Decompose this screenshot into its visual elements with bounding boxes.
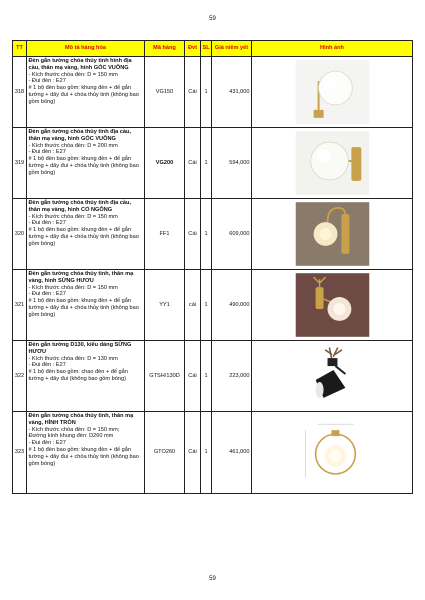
product-name: Đèn gắn tường chóa thủy tinh địa cầu, thân mạ vàng, hình CỔ NGỖNG <box>28 200 132 213</box>
header-qty: SL <box>201 41 212 57</box>
globe-wall-lamp-icon <box>254 131 410 195</box>
product-code: FF1 <box>145 199 185 270</box>
row-description <box>27 199 145 270</box>
spec-line: - Kích thước chóa đèn: D = 150 mm; <box>28 426 120 433</box>
spec-line: - Kích thước chóa đèn: D = 150 mm <box>28 71 118 78</box>
unit: cái <box>185 270 201 341</box>
row-number: 322 <box>13 341 27 412</box>
product-image <box>252 57 413 128</box>
quantity: 1 <box>201 270 212 341</box>
quantity: 1 <box>201 57 212 128</box>
price: 223,000 <box>212 341 252 412</box>
product-image <box>252 412 413 494</box>
price: 594,000 <box>212 128 252 199</box>
product-image <box>252 341 413 412</box>
row-number: 321 <box>13 270 27 341</box>
product-image <box>252 128 413 199</box>
table-header-row <box>13 41 413 57</box>
header-description: Mô tả hàng hóa <box>27 41 145 57</box>
row-description <box>27 412 145 494</box>
product-code: VG150 <box>145 57 185 128</box>
product-name: Đèn gắn tường chóa thủy tinh, thân mạ vàng, hình SỪNG HƯƠU <box>28 271 134 284</box>
gooseneck-wall-lamp-icon <box>254 202 410 266</box>
antler-shade-wall-lamp-icon <box>254 344 410 408</box>
header-code: Mã hàng <box>145 41 185 57</box>
table-row <box>13 57 413 128</box>
table-row <box>13 270 413 341</box>
row-description <box>27 270 145 341</box>
page-number-bottom: 59 <box>209 576 216 582</box>
spec-line: # 1 bộ đèn bao gồm: khung đèn + đế gắn tường + dây đui + chóa thủy tinh (không bao gồm bóng) <box>28 227 139 247</box>
table-row <box>13 412 413 494</box>
header-tt: TT <box>13 41 27 57</box>
row-number: 323 <box>13 412 27 494</box>
row-description <box>27 128 145 199</box>
page-number-top: 59 <box>209 16 216 22</box>
quantity: 1 <box>201 412 212 494</box>
spec-line: # 1 bộ đèn bao gồm: khung đèn + đế gắn tường + dây đui + chóa thủy tinh (không bao gồm bóng) <box>28 156 139 176</box>
spec-line: - Đui đèn : E27 <box>28 362 66 369</box>
row-description <box>27 57 145 128</box>
spec-line: # 1 bộ đèn bao gồm: khung đèn + đế gắn tường + dây đui + chóa thủy tinh (không bao gồm bóng) <box>28 446 139 467</box>
table-row <box>13 341 413 412</box>
row-number: 318 <box>13 57 27 128</box>
quantity: 1 <box>201 199 212 270</box>
header-unit: Đvt <box>185 41 201 57</box>
spec-line: - Kích thước chóa đèn: D = 150 mm <box>28 213 118 220</box>
spec-line: # 1 bộ đèn bao gồm: khung đèn + đế gắn tường + dây đui + chóa thủy tinh (không bao gồm bóng) <box>28 85 139 105</box>
product-name: Đèn gắn tường chóa thủy tinh hình địa cầu, thân mạ vàng, hình GÓC VUÔNG <box>28 58 132 71</box>
unit: Cái <box>185 199 201 270</box>
globe-wall-lamp-icon <box>254 60 410 124</box>
unit: Cái <box>185 57 201 128</box>
product-code: GTSH/130D <box>145 341 185 412</box>
spec-line: - Đui đèn : E27 <box>28 78 66 85</box>
product-code: VG200 <box>145 128 185 199</box>
spec-line: - Đui đèn : E27 <box>28 440 66 447</box>
price: 431,000 <box>212 57 252 128</box>
product-name: Đèn gắn tường chóa thủy tinh địa cầu, thân mạ vàng, hình GÓC VUÔNG <box>28 129 132 142</box>
antler-wall-lamp-icon <box>254 273 410 337</box>
price: 490,000 <box>212 270 252 341</box>
product-code: YY1 <box>145 270 185 341</box>
spec-line: - Kích thước chóa đèn: D = 150 mm <box>28 284 118 291</box>
table-row <box>13 199 413 270</box>
product-image <box>252 270 413 341</box>
spec-line: # 1 bộ đèn bao gồm: chao đèn + đế gắn tường + dây đui (không bao gồm bóng) <box>28 369 128 382</box>
price: 609,000 <box>212 199 252 270</box>
header-image: Hình ảnh <box>252 41 413 57</box>
quantity: 1 <box>201 341 212 412</box>
unit: Cái <box>185 128 201 199</box>
price: 461,000 <box>212 412 252 494</box>
quantity: 1 <box>201 128 212 199</box>
product-name: Đèn gắn tường D130, kiểu dáng SỪNG HƯƠU <box>28 342 132 355</box>
ring-wall-lamp-diagram-icon <box>254 416 410 490</box>
product-code: GTO260 <box>145 412 185 494</box>
product-name: Đèn gắn tường chóa thủy tinh, thân mạ vàng, HÌNH TRÒN <box>28 413 134 426</box>
spec-line: - Đui đèn : E27 <box>28 220 66 227</box>
spec-line: - Kích thước chóa đèn: D = 200 mm <box>28 142 118 149</box>
spec-line: - Đui đèn : E27 <box>28 291 66 298</box>
product-image <box>252 199 413 270</box>
product-table <box>12 40 413 494</box>
row-description <box>27 341 145 412</box>
spec-line: # 1 bộ đèn bao gồm: khung đèn + đế gắn tường + dây đui + chóa thủy tinh (không bao gồm bóng) <box>28 298 139 318</box>
unit: Cái <box>185 412 201 494</box>
row-number: 319 <box>13 128 27 199</box>
header-price: Giá niêm yết <box>212 41 252 57</box>
spec-line: - Kích thước chóa đèn: D = 130 mm <box>28 355 118 362</box>
spec-line: - Đui đèn : E27 <box>28 149 66 156</box>
spec-line: Đường kính khung đèn: D260 mm <box>28 433 114 440</box>
table-row <box>13 128 413 199</box>
row-number: 320 <box>13 199 27 270</box>
unit: Cái <box>185 341 201 412</box>
